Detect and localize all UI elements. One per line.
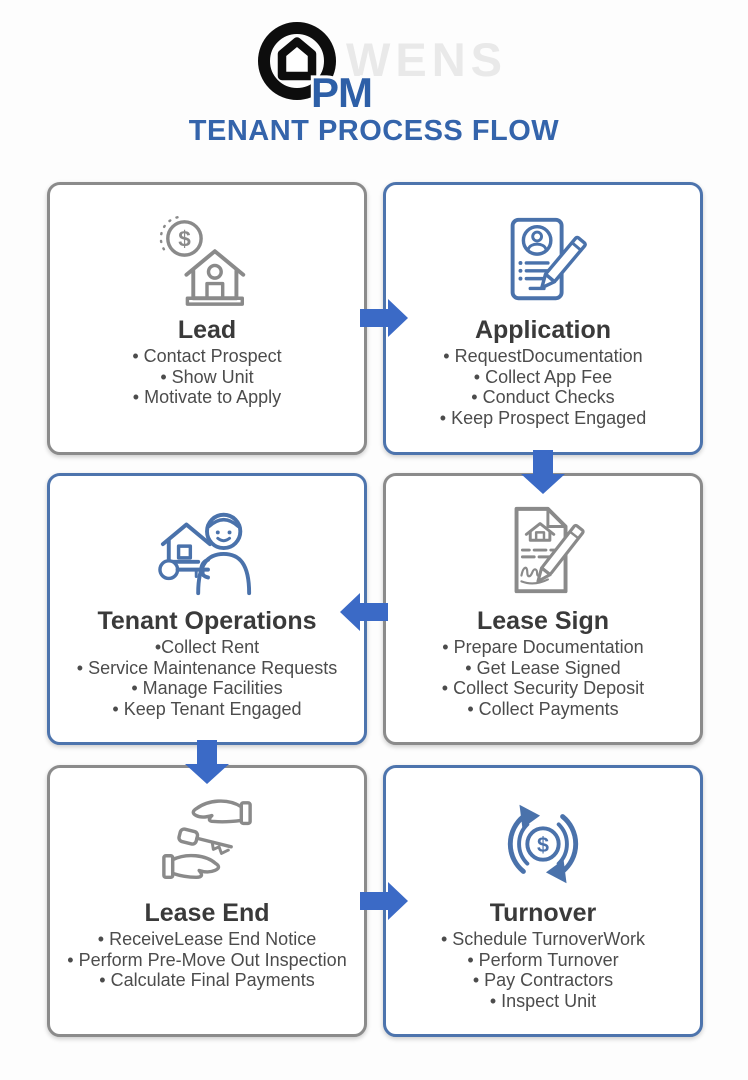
logo-house-icon <box>282 42 312 77</box>
step-items <box>132 346 281 408</box>
step-title: Lease Sign <box>477 607 609 635</box>
flow-step-lease-sign <box>383 473 703 745</box>
step-items <box>77 637 337 719</box>
money-cycle-icon <box>493 792 593 896</box>
step-items <box>440 346 646 428</box>
step-item: • RequestDocumentation <box>443 346 643 367</box>
flow-step-application <box>383 182 703 455</box>
step-item: •Collect Rent <box>154 637 260 658</box>
step-title: Lease End <box>144 899 270 927</box>
arrow-lead-to-application <box>360 299 408 337</box>
step-item: • Perform Pre-Move Out Inspection <box>67 949 347 970</box>
step-items <box>442 637 644 719</box>
lease-document-pen-icon <box>489 500 597 604</box>
step-item: • Motivate to Apply <box>132 387 282 408</box>
step-items <box>67 929 346 991</box>
step-item: • Keep Prospect Engaged <box>439 407 647 428</box>
step-item: • Contact Prospect <box>132 346 282 367</box>
step-item: • Collect App Fee <box>473 366 613 387</box>
step-item: • Pay Contractors <box>472 970 614 991</box>
step-item: • Calculate Final Payments <box>99 970 315 991</box>
logo-monogram: PM <box>311 69 372 116</box>
arrow-tenant-operations-to-lease-end <box>185 740 229 784</box>
page-title: TENANT PROCESS FLOW <box>188 115 560 147</box>
step-item: • Get Lease Signed <box>465 657 621 678</box>
step-title: Tenant Operations <box>97 607 317 635</box>
step-item: • Manage Facilities <box>131 678 283 699</box>
hands-key-exchange-icon <box>153 792 261 896</box>
step-title: Lead <box>177 316 237 344</box>
owens-pm-logo <box>248 14 408 126</box>
flow-step-lease-end <box>47 765 367 1037</box>
arrow-lease-sign-to-tenant-operations <box>340 593 388 631</box>
step-item: • Collect Payments <box>467 698 619 719</box>
step-item: • Conduct Checks <box>471 387 615 408</box>
step-item: • Perform Turnover <box>467 949 619 970</box>
flow-step-lead <box>47 182 367 455</box>
dollar-glyph: $ <box>537 831 549 857</box>
step-item: • Service Maintenance Requests <box>76 657 338 678</box>
step-item: • ReceiveLease End Notice <box>97 929 317 950</box>
arrow-application-to-lease-sign <box>521 450 565 494</box>
step-item: • Schedule TurnoverWork <box>440 929 646 950</box>
dollar-glyph: $ <box>178 226 191 252</box>
flow-step-tenant-operations <box>47 473 367 745</box>
house-dollar-icon <box>153 209 261 313</box>
step-item: • Prepare Documentation <box>442 637 644 658</box>
step-item: • Inspect Unit <box>489 990 597 1011</box>
arrow-lease-end-to-turnover <box>360 882 408 920</box>
logo-wordmark-watermark: WENS <box>346 33 507 86</box>
step-item: • Keep Tenant Engaged <box>112 698 302 719</box>
application-form-icon <box>489 209 597 313</box>
step-title: Application <box>474 316 612 344</box>
step-title: Turnover <box>489 899 597 927</box>
flow-step-turnover <box>383 765 703 1037</box>
step-item: • Collect Security Deposit <box>441 678 645 699</box>
step-item: • Show Unit <box>160 366 254 387</box>
step-items <box>441 929 645 1011</box>
tenant-house-key-icon <box>153 500 261 604</box>
